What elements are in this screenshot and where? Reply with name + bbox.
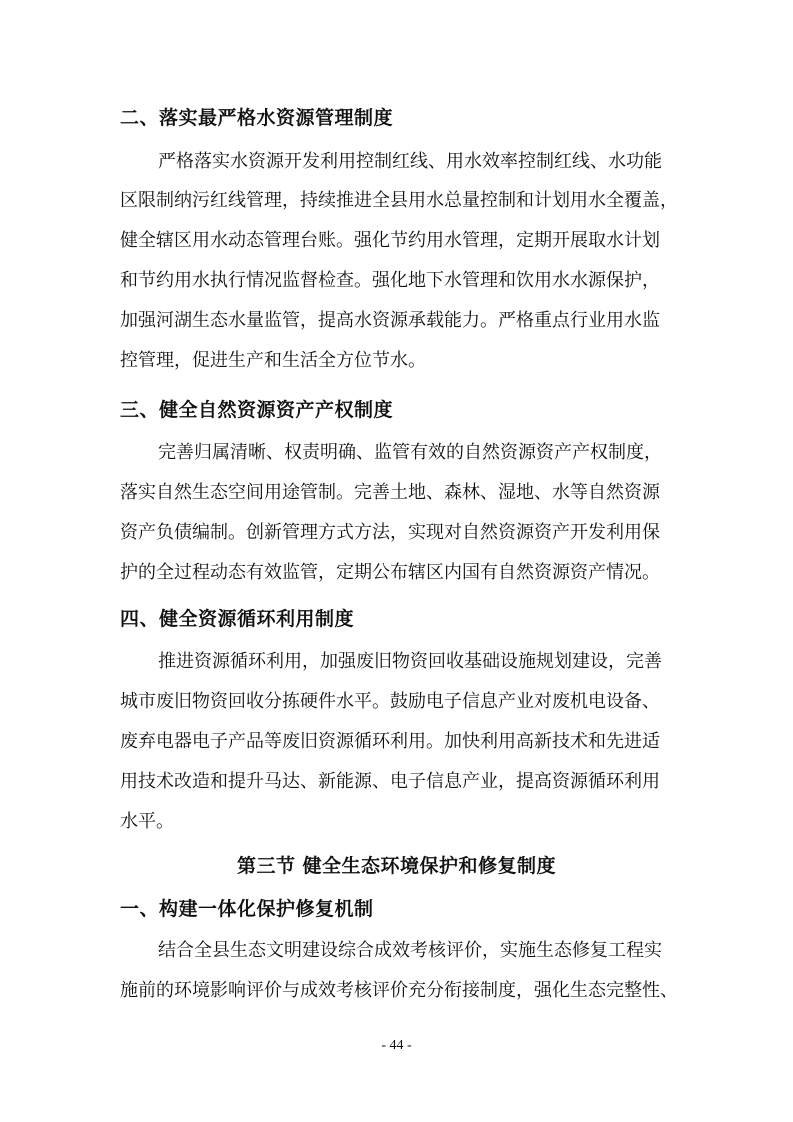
paragraph-line: 落实自然生态空间用途管制。完善土地、森林、湿地、水等自然资源 <box>120 482 660 503</box>
paragraph-line: 施前的环境影响评价与成效考核评价充分衔接制度，强化生态完整性、 <box>120 980 678 1001</box>
paragraph-line: 资产负债编制。创新管理方式方法，实现对自然资源资产开发利用保 <box>120 522 660 543</box>
section-heading-2: 二、落实最严格水资源管理制度 <box>120 107 394 129</box>
section-heading-3: 三、健全自然资源资产产权制度 <box>120 399 394 421</box>
paragraph-line: 城市废旧物资回收分拣硬件水平。鼓励电子信息产业对废机电设备、 <box>120 691 660 712</box>
paragraph-line: 严格落实水资源开发利用控制红线、用水效率控制红线、水功能 <box>158 151 662 172</box>
page-number: - 44 - <box>381 1038 412 1053</box>
paragraph-line: 结合全县生态文明建设综合成效考核评价，实施生态修复工程实 <box>158 940 662 961</box>
paragraph-line: 和节约用水执行情况监督检查。强化地下水管理和饮用水水源保护， <box>120 270 660 291</box>
paragraph-line: 废弃电器电子产品等废旧资源循环利用。加快利用高新技术和先进适 <box>120 731 660 752</box>
paragraph-line: 完善归属清晰、权责明确、监管有效的自然资源资产产权制度， <box>158 442 662 463</box>
paragraph-line: 水平。 <box>120 811 174 832</box>
paragraph-line: 控管理，促进生产和生活全方位节水。 <box>120 350 426 371</box>
chapter-title: 第三节 健全生态环境保护和修复制度 <box>236 855 557 877</box>
paragraph-line: 健全辖区用水动态管理台账。强化节约用水管理，定期开展取水计划 <box>120 230 660 251</box>
paragraph-line: 用技术改造和提升马达、新能源、电子信息产业，提高资源循环利用 <box>120 771 660 792</box>
section-heading-4: 四、健全资源循环利用制度 <box>120 608 355 630</box>
paragraph-line: 加强河湖生态水量监管，提高水资源承载能力。严格重点行业用水监 <box>120 310 660 331</box>
paragraph-line: 护的全过程动态有效监管，定期公布辖区内国有自然资源资产情况。 <box>120 562 660 583</box>
paragraph-line: 区限制纳污红线管理，持续推进全县用水总量控制和计划用水全覆盖， <box>120 190 678 211</box>
section-heading-1: 一、构建一体化保护修复机制 <box>120 898 374 920</box>
paragraph-line: 推进资源循环利用，加强废旧物资回收基础设施规划建设，完善 <box>158 651 662 672</box>
